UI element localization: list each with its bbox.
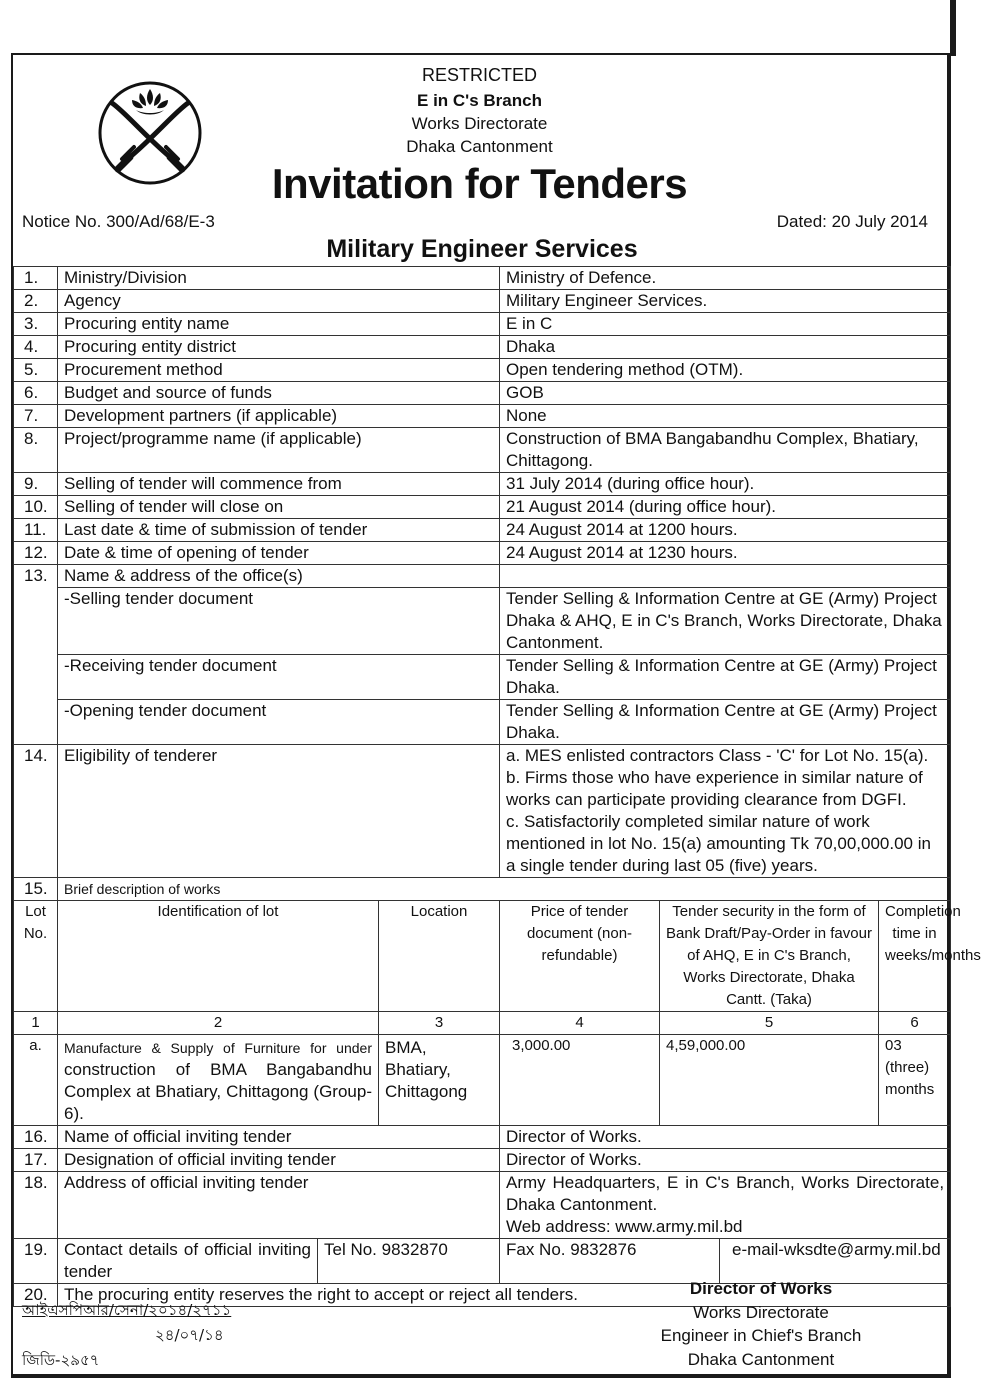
row-label: Procurement method: [58, 359, 500, 382]
notice-number: Notice No. 300/Ad/68/E-3: [22, 212, 215, 231]
row-label: Selling of tender will close on: [58, 496, 500, 519]
table-row-19: 19. Contact details of official inviting tender Tel No. 9832870 Fax No. 9832876 e-mail-wksdte@army.mil.bd: [14, 1239, 951, 1284]
table-row: [14, 496, 951, 519]
bangla-date: ২৪/০৭/১৪: [155, 1326, 224, 1344]
row-number: 3.: [14, 313, 58, 336]
row-value: Dhaka: [500, 336, 951, 359]
table-row: [14, 359, 951, 382]
lot-identification: construction of BMA Bangabandhu Complex at Bhatiary, Chittagong (Group-6).: [64, 1060, 372, 1123]
eligibility-c: c. Satisfactorily completed similar nature of work mentioned in lot No. 15(a) amounting Tk 70,00,000.00 in a single tender during last 05 (five) years.: [506, 812, 931, 875]
row-value: 24 August 2014 at 1200 hours.: [500, 519, 951, 542]
row-label: Name of official inviting tender: [58, 1126, 500, 1149]
row-label: Designation of official inviting tender: [58, 1149, 500, 1172]
signature-line-1: Works Directorate: [693, 1302, 829, 1322]
row-value: E in C: [500, 313, 951, 336]
fax-number: Fax No. 9832876: [500, 1239, 720, 1284]
row-label: Development partners (if applicable): [58, 405, 500, 428]
row-number: 2.: [14, 290, 58, 313]
row-value: Open tendering method (OTM).: [500, 359, 951, 382]
row-value: Ministry of Defence.: [500, 267, 951, 290]
tender-table: [13, 266, 981, 1307]
signature-title: Director of Works: [689, 1279, 833, 1298]
table-row: [14, 405, 951, 428]
row-label: Ministry/Division: [58, 267, 500, 290]
table-row: [14, 519, 951, 542]
table-row-20: 20. The procuring entity reserves the right to accept or reject all tenders.: [14, 1284, 951, 1307]
email-link[interactable]: e-mail-wksdte@army.mil.bd: [720, 1239, 951, 1284]
row-label: Agency: [58, 290, 500, 313]
table-row: [14, 1126, 951, 1149]
row-number: 1.: [14, 267, 58, 290]
web-address-link[interactable]: Web address: www.army.mil.bd: [506, 1217, 743, 1236]
table-row: [14, 382, 951, 405]
row-value: 31 July 2014 (during office hour).: [500, 473, 951, 496]
directorate-name: Works Directorate: [411, 114, 548, 133]
table-row: [14, 1149, 951, 1172]
row-value: Director of Works.: [500, 1149, 951, 1172]
table-row: [14, 290, 951, 313]
row-value: GOB: [500, 382, 951, 405]
table-row: [14, 542, 951, 565]
lot-header-row: Lot No. Identification of lot Location Price of tender document (non-refundable) Tender security in the form of Bank Draft/Pay-Order in favour of AHQ, E in C's Branch, Works Directorate, Dhaka Cantt. (Taka) Completion time in weeks/months: [14, 901, 951, 1012]
table-row-13-opening: -Opening tender document Tender Selling & Information Centre at GE (Army) Project Dhaka.: [14, 700, 951, 745]
row-number: 10.: [14, 496, 58, 519]
table-row-13-receiving: -Receiving tender document Tender Selling & Information Centre at GE (Army) Project Dhaka.: [14, 655, 951, 700]
row-number: 17.: [14, 1149, 58, 1172]
row-number: 7.: [14, 405, 58, 428]
table-row-13-selling: -Selling tender document Tender Selling & Information Centre at GE (Army) Project Dhaka & AHQ, E in C's Branch, Works Directorate, Dhaka Cantonment.: [14, 588, 951, 655]
row-label: Last date & time of submission of tender: [58, 519, 500, 542]
row-label: Date & time of opening of tender: [58, 542, 500, 565]
location-name: Dhaka Cantonment: [406, 137, 553, 156]
page-edge-line: [950, 0, 956, 56]
lot-column-numbers: 1 2 3 4 5 6: [14, 1012, 951, 1035]
row-label: Budget and source of funds: [58, 382, 500, 405]
table-row: [14, 336, 951, 359]
row-label: Procuring entity district: [58, 336, 500, 359]
table-row-15: 15. Brief description of works: [14, 878, 951, 901]
row-number: 9.: [14, 473, 58, 496]
row-label: Selling of tender will commence from: [58, 473, 500, 496]
row-value: Construction of BMA Bangabandhu Complex, Bhatiary, Chittagong.: [500, 428, 951, 473]
lot-identification-small: Manufacture & Supply of Furniture for under: [64, 1040, 372, 1056]
table-row: [14, 267, 951, 290]
table-row-18: 18. Address of official inviting tender Army Headquarters, E in C's Branch, Works Directorate, Dhaka Cantonment. Web address: www.army.mil.bd: [14, 1172, 951, 1239]
row-number: 6.: [14, 382, 58, 405]
service-title: Military Engineer Services: [326, 235, 638, 263]
signature-line-2: Engineer in Chief's Branch: [660, 1326, 862, 1345]
row-label: Procuring entity name: [58, 313, 500, 336]
row-value: None: [500, 405, 951, 428]
row-value: Military Engineer Services.: [500, 290, 951, 313]
row-number: 4.: [14, 336, 58, 359]
row-number: 12.: [14, 542, 58, 565]
table-row: [14, 313, 951, 336]
signature-block: [651, 1277, 871, 1371]
page-title: Invitation for Tenders: [271, 160, 688, 207]
table-row: [14, 473, 951, 496]
table-row-13: 13. Name & address of the office(s): [14, 565, 951, 588]
table-row-14: 14. Eligibility of tenderer a. MES enlisted contractors Class - 'C' for Lot No. 15(a). b. Firms those who have experience in similar nature of works can participate providing clearance from DGFI. c. Satisfactorily completed similar nature of work mentioned in lot No. 15(a) amounting Tk 70,00,000.00 in a single tender during last 05 (five) years.: [14, 745, 951, 878]
row-number: 5.: [14, 359, 58, 382]
table-row: [14, 428, 951, 473]
row-number: 8.: [14, 428, 58, 473]
row-value: Director of Works.: [500, 1126, 951, 1149]
row-number: 16.: [14, 1126, 58, 1149]
bangla-reference: আইএসপিআর/সেনা/২০১৪/২৭১১: [22, 1301, 232, 1319]
row-value: 24 August 2014 at 1230 hours.: [500, 542, 951, 565]
notice-date: Dated: 20 July 2014: [776, 212, 928, 231]
lot-row: a. Manufacture & Supply of Furniture for under construction of BMA Bangabandhu Complex at Bhatiary, Chittagong (Group-6). BMA, Bhatiary, Chittagong 3,000.00 4,59,000.00 03 (three) months: [14, 1035, 951, 1126]
signature-line-3: Dhaka Cantonment: [687, 1349, 835, 1369]
restricted-label: RESTRICTED: [421, 65, 537, 85]
branch-name: E in C's Branch: [417, 91, 542, 110]
bangla-code: জিডি-২৯৫৭: [22, 1351, 100, 1369]
tel-number: Tel No. 9832870: [318, 1239, 500, 1284]
row-number: 11.: [14, 519, 58, 542]
official-address: Army Headquarters, E in C's Branch, Works Directorate, Dhaka Cantonment.: [506, 1173, 945, 1214]
row-value: 21 August 2014 (during office hour).: [500, 496, 951, 519]
row-label: Project/programme name (if applicable): [58, 428, 500, 473]
eligibility-a: a. MES enlisted contractors Class - 'C' for Lot No. 15(a).: [506, 746, 929, 765]
eligibility-b: b. Firms those who have experience in similar nature of works can participate providing clearance from DGFI.: [506, 768, 923, 809]
